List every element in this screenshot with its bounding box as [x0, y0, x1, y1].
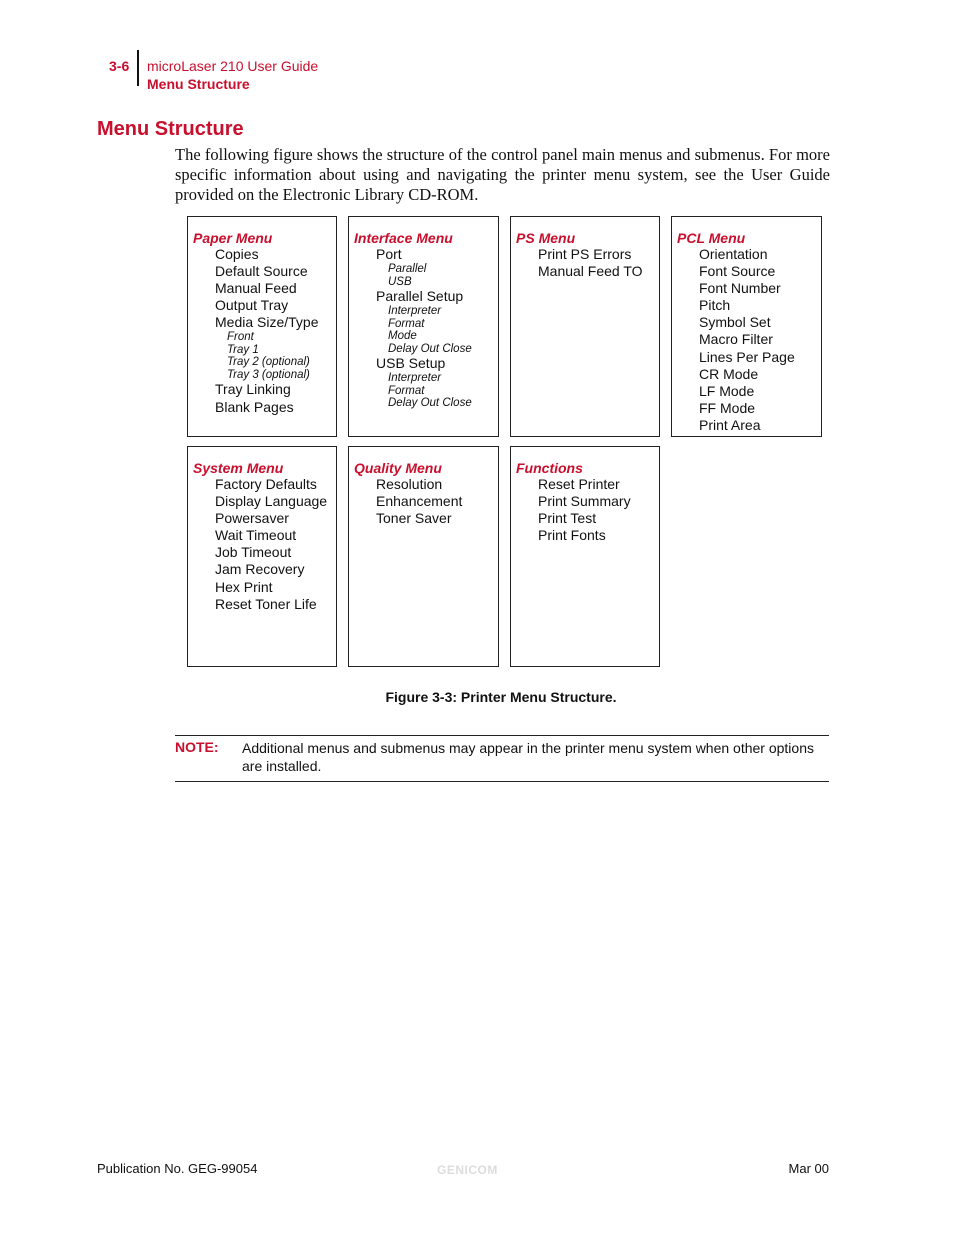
- menu-item: Manual Feed: [215, 280, 297, 297]
- genicom-logo: GENICOM: [437, 1163, 498, 1177]
- menu-item-list: [376, 476, 462, 527]
- menu-title: System Menu: [193, 460, 284, 476]
- menu-item: Powersaver: [215, 510, 289, 527]
- menu-box-functions: [510, 446, 660, 667]
- menu-item: Toner Saver: [376, 510, 452, 527]
- menu-item: Manual Feed TO: [538, 263, 643, 280]
- submenu-item: Tray 2 (optional): [227, 356, 310, 369]
- submenu-item: Interpreter: [388, 305, 442, 318]
- menu-item: Resolution: [376, 476, 443, 492]
- menu-item: Symbol Set: [699, 314, 771, 331]
- menu-item: Job Timeout: [215, 544, 292, 561]
- menu-item: Font Source: [699, 263, 776, 280]
- menu-item: Wait Timeout: [215, 527, 297, 544]
- menu-item-list: [215, 476, 327, 613]
- menu-item: CR Mode: [699, 365, 759, 382]
- menu-item: Print Summary: [538, 493, 631, 510]
- menu-item: Orientation: [699, 246, 768, 262]
- menu-item: Print Test: [538, 510, 597, 527]
- submenu-item: Parallel: [388, 263, 427, 276]
- menu-item-list: [215, 246, 319, 416]
- menu-item: Lines Per Page: [699, 348, 795, 365]
- menu-item: Pitch: [699, 297, 731, 314]
- menu-box-system: [187, 446, 337, 667]
- menu-box-paper: [187, 216, 337, 437]
- menu-item: Print Area: [699, 416, 761, 433]
- menu-item: Enhancement: [376, 493, 463, 510]
- submenu-item: Tray 1: [227, 343, 259, 356]
- publication-number: Publication No. GEG-99054: [97, 1161, 258, 1176]
- menu-title: Paper Menu: [193, 230, 273, 246]
- note-text: Additional menus and submenus may appear in the printer menu system when other options are installed.: [242, 740, 814, 774]
- menu-item-list: [538, 476, 631, 544]
- menu-item: Port: [376, 246, 402, 262]
- menu-item: Parallel Setup: [376, 288, 464, 305]
- submenu-item: Format: [388, 384, 425, 397]
- menu-item: Default Source: [215, 263, 308, 280]
- menu-item: Copies: [215, 246, 259, 262]
- guide-title: microLaser 210 User Guide: [147, 58, 319, 74]
- submenu-item: Format: [388, 317, 425, 330]
- menu-item-list: [538, 246, 643, 280]
- menu-title: Quality Menu: [354, 460, 442, 476]
- menu-item: Output Tray: [215, 297, 289, 314]
- menu-item-list: [699, 246, 795, 434]
- menu-item: Media Size/Type: [215, 314, 319, 331]
- menu-title: Interface Menu: [354, 230, 453, 246]
- menu-item: Reset Printer: [538, 476, 620, 492]
- page-number: 3-6: [109, 58, 130, 74]
- section-heading: Menu Structure: [97, 118, 244, 140]
- menu-item: LF Mode: [699, 382, 755, 399]
- note-top-rule: [175, 735, 829, 736]
- header-divider: [137, 50, 139, 86]
- header-section-title: Menu Structure: [147, 76, 250, 92]
- menu-item: Jam Recovery: [215, 561, 305, 578]
- submenu-item: USB: [388, 275, 412, 288]
- menu-box-quality: [348, 446, 499, 667]
- menu-item: Reset Toner Life: [215, 595, 317, 612]
- note-bottom-rule: [175, 781, 829, 782]
- note-label: NOTE:: [175, 739, 219, 755]
- menu-item-list: [376, 246, 472, 410]
- submenu-item: Interpreter: [388, 372, 442, 385]
- submenu-item: Tray 3 (optional): [227, 368, 310, 381]
- menu-item: Blank Pages: [215, 398, 294, 415]
- figure-caption: Figure 3-3: Printer Menu Structure.: [385, 689, 617, 705]
- menu-title: Functions: [516, 460, 583, 476]
- menu-item: Tray Linking: [215, 381, 291, 398]
- menu-title: PCL Menu: [677, 230, 746, 246]
- menu-title: PS Menu: [516, 230, 576, 246]
- menu-box-pcl: [671, 216, 822, 437]
- submenu-item: Front: [227, 331, 254, 344]
- menu-box-interface: [348, 216, 499, 437]
- menu-box-ps: [510, 216, 660, 437]
- menu-item: Factory Defaults: [215, 476, 317, 492]
- menu-item: Print PS Errors: [538, 246, 632, 262]
- menu-item: Print Fonts: [538, 527, 606, 544]
- menu-item: Macro Filter: [699, 331, 773, 348]
- menu-item: FF Mode: [699, 399, 756, 416]
- submenu-item: Delay Out Close: [388, 397, 472, 410]
- intro-paragraph: The following figure shows the structure of the control panel main menus and submenus. For more specific information about using and navigating the printer menu system, see the User Guide provided on the Electronic Library CD-ROM.: [175, 145, 830, 204]
- publication-date: Mar 00: [788, 1161, 829, 1176]
- menu-item: Font Number: [699, 280, 781, 297]
- submenu-item: Mode: [388, 330, 417, 343]
- menu-item: Display Language: [215, 493, 328, 510]
- menu-item: USB Setup: [376, 355, 446, 372]
- submenu-item: Delay Out Close: [388, 342, 472, 355]
- menu-item: Hex Print: [215, 578, 273, 595]
